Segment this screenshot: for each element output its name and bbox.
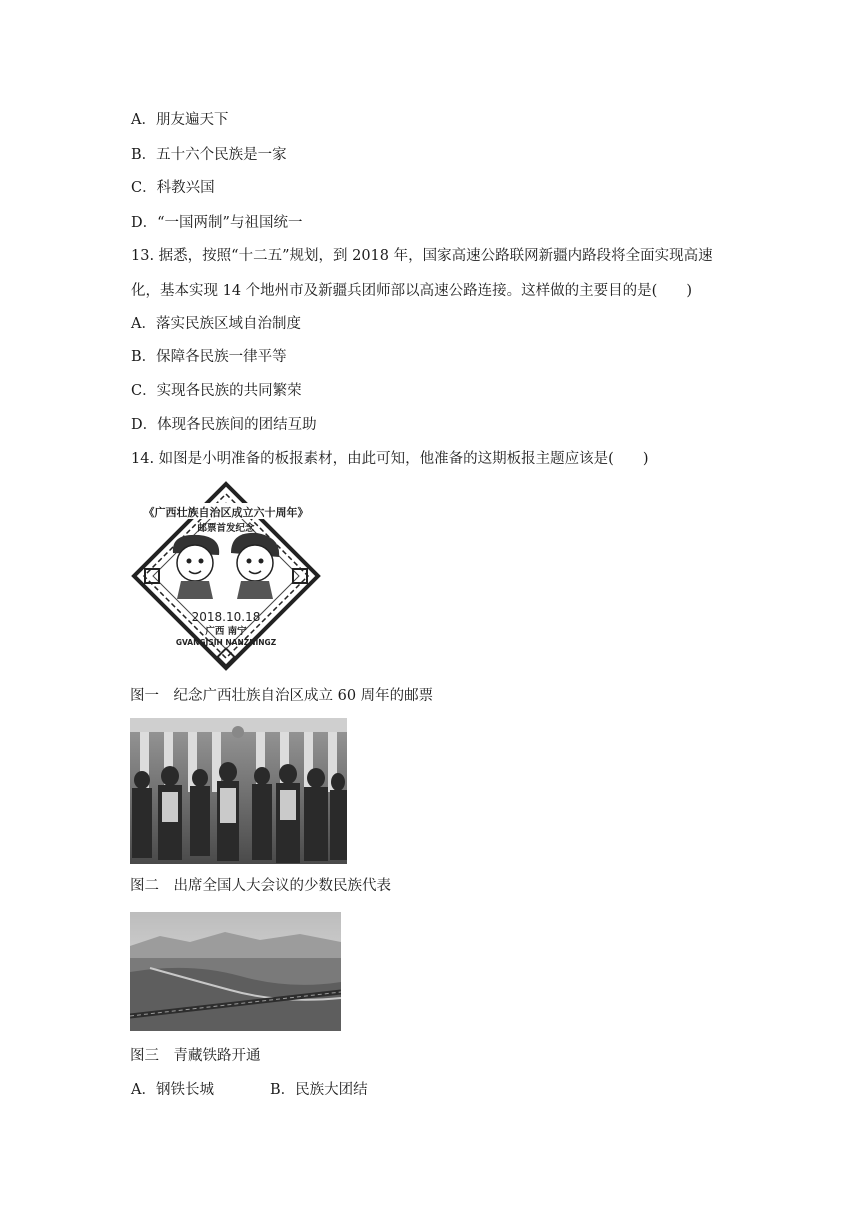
representatives-photo <box>130 718 347 864</box>
stamp-place: 广西 南宁 <box>205 626 247 637</box>
figure3-caption: 图三 青藏铁路开通 <box>130 1048 261 1064</box>
stamp-subtitle: 邮票首发纪念 <box>197 523 255 534</box>
q14-option-b: B．民族大团结 <box>270 1082 368 1098</box>
q12-option-c: C．科教兴国 <box>131 180 215 196</box>
figure2-caption: 图二 出席全国人大会议的少数民族代表 <box>130 878 391 894</box>
q13-option-a: A．落实民族区域自治制度 <box>131 316 301 332</box>
stamp-place-latin: GVANGJSIH NANZNINGZ <box>175 638 277 647</box>
q13-stem-line2: 化，基本实现 14 个地州市及新疆兵团师部以高速公路连接。这样做的主要目的是( ) <box>131 283 692 299</box>
stamp-image <box>131 481 321 671</box>
q13-stem-line1: 13. 据悉，按照“十二五”规划，到 2018 年，国家高速公路联网新疆内路段将全面实现高速 <box>131 248 713 264</box>
railway-photo <box>130 912 341 1031</box>
figure1-caption: 图一 纪念广西壮族自治区成立 60 周年的邮票 <box>130 688 434 704</box>
q12-option-a: A．朋友遍天下 <box>131 112 229 128</box>
q13-option-c: C．实现各民族的共同繁荣 <box>131 383 302 399</box>
q14-stem: 14. 如图是小明准备的板报素材，由此可知，他准备的这期板报主题应该是( ) <box>131 451 649 467</box>
q12-option-d: D．“一国两制”与祖国统一 <box>131 215 303 231</box>
stamp-date: 2018.10.18 <box>191 610 261 624</box>
q13-option-d: D．体现各民族间的团结互助 <box>131 417 317 433</box>
q13-option-b: B．保障各民族一律平等 <box>131 349 287 365</box>
stamp-title: 《广西壮族自治区成立六十周年》 <box>143 506 309 519</box>
q14-option-a: A．钢铁长城 <box>131 1082 214 1098</box>
q12-option-b: B．五十六个民族是一家 <box>131 147 287 163</box>
